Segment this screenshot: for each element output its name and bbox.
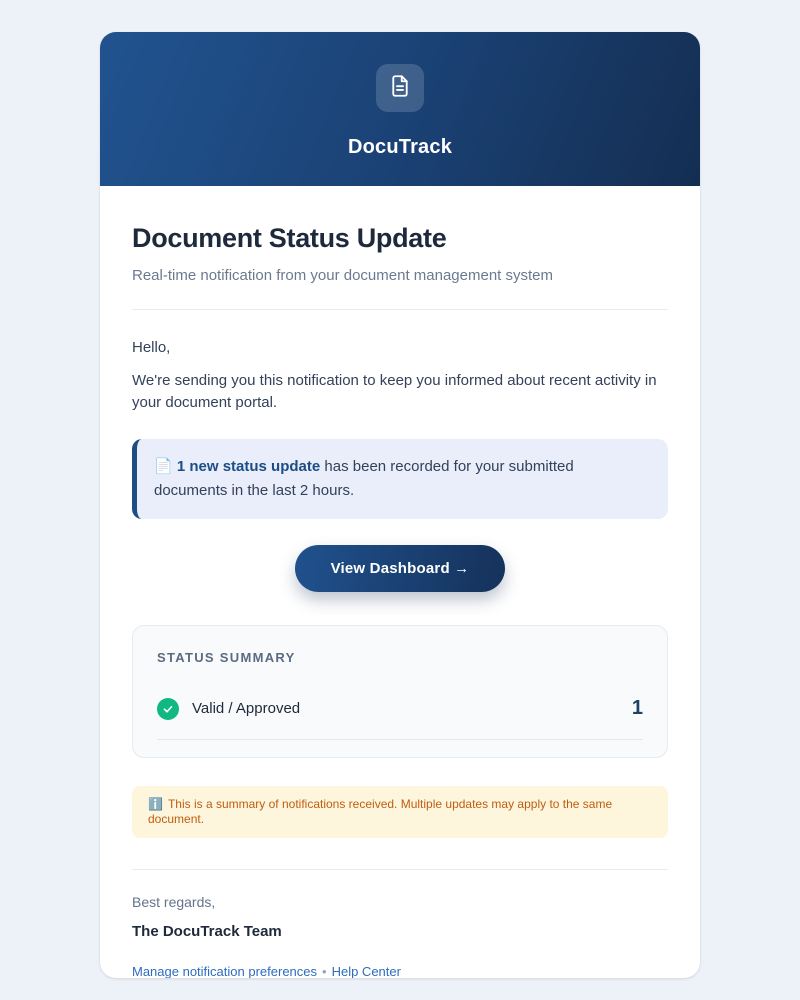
document-icon	[387, 73, 413, 104]
link-separator: •	[322, 964, 327, 978]
intro-text: We're sending you this notification to keep you informed about recent activity in your document portal.	[132, 372, 657, 411]
status-count: 1	[631, 697, 643, 719]
footer-divider	[132, 869, 668, 870]
highlight-bold-text: 1 new status update	[176, 458, 321, 475]
cta-container	[132, 545, 668, 592]
logo-container	[376, 64, 424, 112]
greeting-text: Hello,	[132, 339, 171, 356]
manage-preferences-link[interactable]: Manage notification preferences	[132, 964, 318, 978]
status-row	[157, 697, 643, 740]
regards-text: Best regards,	[132, 894, 216, 910]
email-header	[100, 32, 700, 186]
email-card	[100, 32, 700, 978]
email-body	[100, 223, 700, 978]
team-signature: The DocuTrack Team	[132, 923, 282, 940]
check-circle-icon	[157, 698, 179, 720]
page-subtitle: Real-time notification from your document management system	[132, 267, 554, 284]
help-center-link[interactable]: Help Center	[331, 964, 401, 978]
footer-links	[132, 964, 668, 978]
brand-name: DocuTrack	[347, 136, 453, 158]
status-summary-card	[132, 625, 668, 758]
page-emoji-icon: 📄	[154, 458, 173, 475]
page-title: Document Status Update	[132, 223, 447, 253]
top-divider	[132, 309, 668, 310]
highlight-callout	[132, 439, 668, 519]
info-note	[132, 786, 668, 838]
highlight-rest-text: has been recorded for your submitted documents in the last 2 hours.	[154, 458, 574, 499]
status-summary-heading: STATUS SUMMARY	[157, 650, 296, 665]
status-label: Valid / Approved	[192, 700, 301, 717]
info-icon: ℹ️	[148, 797, 163, 811]
info-note-text: This is a summary of notifications received. Multiple updates may apply to the same document.	[148, 797, 613, 826]
view-dashboard-button[interactable]: View Dashboard →	[295, 545, 506, 592]
